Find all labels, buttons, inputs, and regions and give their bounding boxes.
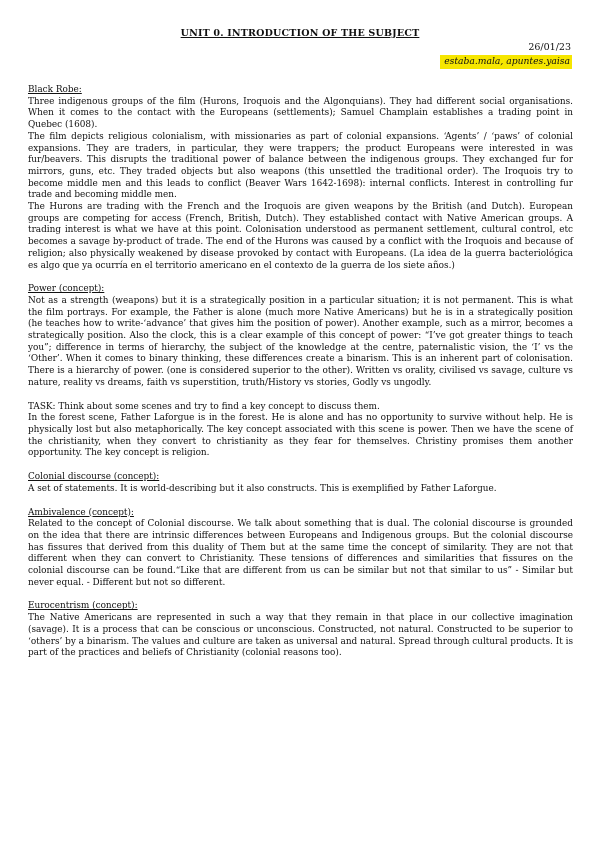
heading-ambivalence: Ambivalence (concept): xyxy=(28,507,134,518)
heading-eurocentrism: Eurocentrism (concept): xyxy=(28,601,138,612)
paragraph: Three indigenous groups of the film (Hurons, Iroquois and the Algonquians). They had different social organisations. When it comes to the contact with the Europeans (settlements); Samuel Champlain establishes a trading point in Quebec (1608). xyxy=(28,96,573,131)
document-title: UNIT 0. INTRODUCTION OF THE SUBJECT xyxy=(180,28,420,39)
task-prompt: TASK: Think about some scenes and try to find a key concept to discuss them. xyxy=(28,401,380,412)
heading-colonial-discourse: Colonial discourse (concept): xyxy=(28,472,160,483)
heading-power: Power (concept): xyxy=(28,284,105,295)
paragraph: A set of statements. It is world-describing but it also constructs. This is exemplified by Father Laforgue. xyxy=(28,483,497,494)
document-body xyxy=(28,85,573,660)
document-date: 26/01/23 xyxy=(528,42,571,53)
heading-black-robe: Black Robe: xyxy=(28,85,82,95)
paragraph: The film depicts religious colonialism, with missionaries as part of colonial expansions. ‘Agents’ / ‘paws’ of colonial expansions. They are traders, in particular, they were trappers; the product Europeans were interested in was fur/beavers. This disrupts the traditional power of balance between the indigenous groups. They exchanged fur for mirrors, guns, etc. They traded objects but also weapons (this unsettled the traditional order). The Iroquois try to become middle men and this leads to conflict (Beaver Wars 1642-1698): internal conflicts. Interest in controlling fur trade and becoming middle men. xyxy=(28,131,573,201)
paragraph: Not as a strength (weapons) but it is a strategically position in a particular situation; it is not permanent. This is what the film portrays. For example, the Father is alone (much more Native Americans) but he is in a strategically position (he teaches how to write-‘advance’ that gives him the position of power). Another example, such as a mirror, becomes a strategically position. Also the clock, this is a clear example of this concept of power: “I’ve got greater things to teach you”; difference in terms of hierarchy, the subject of the knowledge at the centre, paternalistic vision, the ‘I’ vs the ‘Other’. When it comes to binary thinking, these differences create a binarism. This is an inherent part of colonisation. There is a hierarchy of power. (one is considered superior to the other). Written vs orality, civilised vs savage, culture vs nature, reality vs dreams, faith vs superstition, truth/History vs stories, Godly vs ungodly. xyxy=(28,295,573,388)
paragraph: The Native Americans are represented in such a way that they remain in that place in our collective imagination (savage). It is a process that can be conscious or unconscious. Constructed, not natural. Constructed to be superior to ‘others’ by a binarism. The values and culture are taken as universal and natural. Spread through cultural products. It is part of the practices and beliefs of Christianity (colonial reasons too). xyxy=(28,613,573,659)
paragraph: Related to the concept of Colonial discourse. We talk about something that is dual. The colonial discourse is grounded on the idea that there are intrinsic differences between Europeans and Indigenous groups. But the colonial discourse has fissures that derived from this duality of Them but at the same time the concept of similarity. They are not that different when they can convert to Christianity. These tensions of differences and similarities that fissures on the colonial discourse can be found.“Like that are different from us can be similar but not that similar to us” - Similar but never equal. - Different but not so different. xyxy=(28,519,573,588)
paragraph: The Hurons are trading with the French and the Iroquois are given weapons by the British (and Dutch). European groups are competing for access (French, British, Dutch). They established contact with Native American groups. A trading interest is what we have at this point. Colonisation understood as permanent settlement, cultural control, etc becomes a savage by-product of trade. The end of the Hurons was caused by a conflict with the Iroquois and because of religion; also physically weakened by disease provoked by contact with Europeans. (La idea de la guerra bacteriológica es algo que ya ocurría en el territorio americano en el contexto de la guerra de los siete años.) xyxy=(28,202,573,271)
author-highlight-note: estaba.mala, apuntes.yaisa xyxy=(440,55,572,69)
paragraph: In the forest scene, Father Laforgue is in the forest. He is alone and has no opportunity to survive without help. He is physically lost but also metaphorically. The key concept associated with this scene is power. Then we have the scene of the christianity, when they convert to christianity as they fear for themselves. Christiny promises them another opportunity. The key concept is religion. xyxy=(28,413,573,459)
